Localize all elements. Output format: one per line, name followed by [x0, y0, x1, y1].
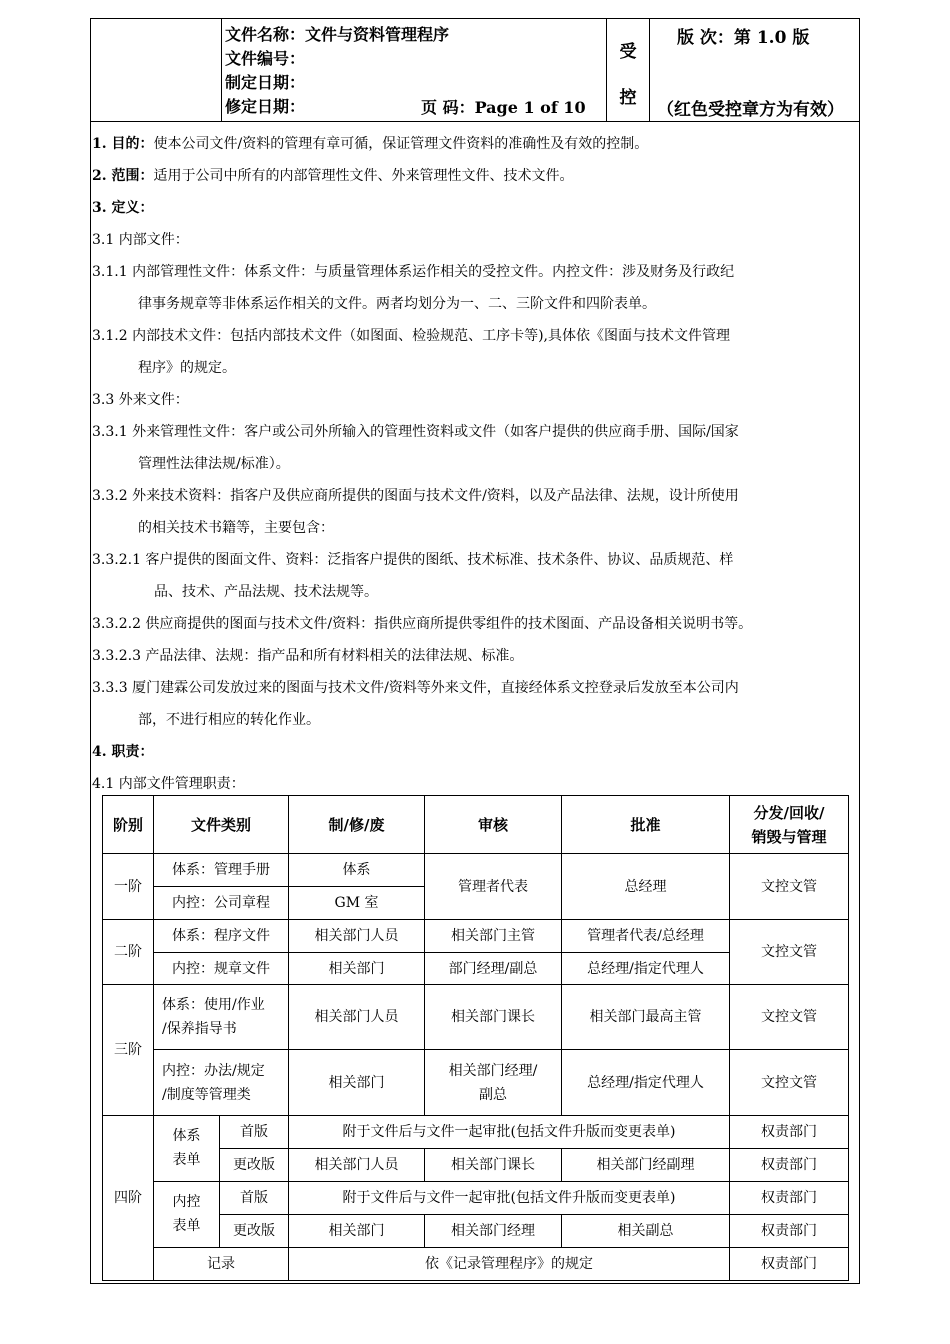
table-cell: 相关部门	[289, 953, 425, 985]
table-cell: 体系	[289, 854, 425, 887]
table-cell: 更改版	[220, 1214, 289, 1247]
definition-item: 程序》的规定。	[138, 360, 236, 376]
validity-note: （红色受控章方为有效）	[657, 100, 844, 120]
table-cell: 附于文件后与文件一起审批(包括文件升版而变更表单)	[289, 1181, 730, 1214]
revised-date: 修定日期：	[225, 97, 306, 116]
section-definitions: 3. 定义：	[92, 200, 154, 216]
definition-item: 3.3.3 厦门建霖公司发放过来的图面与技术文件/资料等外来文件，直接经体系文控登录后发放至本公司内	[92, 680, 739, 696]
level-cell: 四阶	[103, 1115, 154, 1280]
table-row	[103, 854, 849, 887]
header-cell: 制/修/废	[289, 796, 425, 854]
definition-item: 品、技术、产品法规、技术法规等。	[154, 584, 378, 600]
responsibility-item: 4.1 内部文件管理职责：	[92, 776, 245, 792]
table-cell: 文控文管	[730, 1050, 849, 1115]
section-scope: 2. 范围：适用于公司中所有的内部管理性文件、外来管理性文件、技术文件。	[92, 168, 574, 184]
file-name: 文件名称：文件与资料管理程序	[225, 25, 450, 44]
table-cell: 内控：规章文件	[154, 953, 289, 985]
table-cell: 附于文件后与文件一起审批(包括文件升版而变更表单)	[289, 1115, 730, 1148]
table-cell: 体系 表单	[154, 1115, 220, 1181]
definition-item: 3.3.2.3 产品法律、法规：指产品和所有材料相关的法律法规、标准。	[92, 648, 524, 664]
table-cell: 文控文管	[730, 985, 849, 1050]
table-cell: 体系：管理手册	[154, 854, 289, 887]
definition-item: 3.3.2.1 客户提供的图面文件、资料：泛指客户提供的图纸、技术标准、技术条件、协议、品质规范、样	[92, 552, 734, 568]
table-cell: 相关副总	[562, 1214, 730, 1247]
section-purpose: 1. 目的：使本公司文件/资料的管理有章可循，保证管理文件资料的准确性及有效的控制。	[92, 136, 649, 152]
definition-item: 3.1.1 内部管理性文件：体系文件：与质量管理体系运作相关的受控文件。内控文件：涉及财务及行政纪	[92, 264, 735, 280]
definition-item: 3.3.1 外来管理性文件：客户或公司外所输入的管理性资料或文件（如客户提供的供应商手册、国际/国家	[92, 424, 739, 440]
document-header	[90, 18, 860, 122]
table-cell: 相关部门经理/ 副总	[425, 1050, 562, 1115]
table-header-row	[103, 796, 849, 854]
created-date: 制定日期：	[225, 73, 306, 92]
definition-item: 3.3.2 外来技术资料：指客户及供应商所提供的图面与技术文件/资料，以及产品法律、法规，设计所使用	[92, 488, 739, 504]
table-cell: 体系：程序文件	[154, 920, 289, 953]
table-row	[103, 1115, 849, 1148]
table-cell: 权责部门	[730, 1148, 849, 1181]
header-divider	[221, 19, 222, 121]
table-cell: 体系：使用/作业 /保养指导书	[154, 985, 289, 1050]
table-cell: 部门经理/副总	[425, 953, 562, 985]
table-row	[103, 1247, 849, 1280]
table-cell: 内控：办法/规定 /制度等管理类	[154, 1050, 289, 1115]
table-cell: 文控文管	[730, 920, 849, 985]
table-cell: 相关部门	[289, 1050, 425, 1115]
table-cell: 内控 表单	[154, 1181, 220, 1247]
table-cell: 相关部门课长	[425, 985, 562, 1050]
table-cell: 相关部门主管	[425, 920, 562, 953]
definition-item: 管理性法律法规/标准）。	[138, 456, 290, 472]
definition-item: 3.1.2 内部技术文件：包括内部技术文件（如图面、检验规范、工序卡等),具体依《图面与技术文件管理	[92, 328, 730, 344]
header-cell: 分发/回收/ 销毁与管理	[730, 796, 849, 854]
table-cell: 相关部门人员	[289, 985, 425, 1050]
page-number: 页 码：Page 1 of 10	[421, 98, 586, 117]
level-cell: 三阶	[103, 985, 154, 1115]
table-cell: 内控：公司章程	[154, 887, 289, 920]
header-divider	[606, 19, 607, 121]
table-cell: 相关部门经理	[425, 1214, 562, 1247]
table-row	[103, 1050, 849, 1115]
definition-item: 律事务规章等非体系运作相关的文件。两者均划分为一、二、三阶文件和四阶表单。	[138, 296, 656, 312]
definition-item: 3.1 内部文件：	[92, 232, 189, 248]
table-row	[103, 920, 849, 953]
table-cell: 相关部门人员	[289, 1148, 425, 1181]
version: 版 次：第 1.0 版	[677, 28, 810, 48]
table-cell: 权责部门	[730, 1181, 849, 1214]
table-cell: 权责部门	[730, 1115, 849, 1148]
table-cell: GM 室	[289, 887, 425, 920]
table-cell: 记录	[154, 1247, 289, 1280]
table-cell: 总经理/指定代理人	[562, 953, 730, 985]
table-cell: 相关部门经副理	[562, 1148, 730, 1181]
table-cell: 相关部门最高主管	[562, 985, 730, 1050]
header-divider	[649, 19, 650, 121]
table-cell: 更改版	[220, 1148, 289, 1181]
controlled-mark: 受	[619, 42, 637, 62]
header-cell: 文件类别	[154, 796, 289, 854]
table-cell: 总经理	[562, 854, 730, 920]
level-cell: 二阶	[103, 920, 154, 985]
table-cell: 管理者代表/总经理	[562, 920, 730, 953]
table-cell: 首版	[220, 1115, 289, 1148]
table-cell: 依《记录管理程序》的规定	[289, 1247, 730, 1280]
controlled-mark: 控	[619, 88, 637, 108]
table-cell: 相关部门人员	[289, 920, 425, 953]
table-cell: 相关部门课长	[425, 1148, 562, 1181]
table-cell: 文控文管	[730, 854, 849, 920]
table-cell: 管理者代表	[425, 854, 562, 920]
header-cell: 阶别	[103, 796, 154, 854]
definition-item: 的相关技术书籍等，主要包含：	[138, 520, 334, 536]
table-cell: 相关部门	[289, 1214, 425, 1247]
table-row	[103, 1181, 849, 1214]
table-cell: 权责部门	[730, 1247, 849, 1280]
table-cell: 首版	[220, 1181, 289, 1214]
table-cell: 总经理/指定代理人	[562, 1050, 730, 1115]
definition-item: 部，不进行相应的转化作业。	[138, 712, 320, 728]
header-cell: 批准	[562, 796, 730, 854]
table-row	[103, 985, 849, 1050]
header-cell: 审核	[425, 796, 562, 854]
table-cell: 权责部门	[730, 1214, 849, 1247]
definition-item: 3.3.2.2 供应商提供的图面与技术文件/资料：指供应商所提供零组件的技术图面、产品设备相关说明书等。	[92, 616, 753, 632]
file-number: 文件编号：	[225, 49, 306, 68]
section-responsibilities: 4. 职责：	[92, 744, 154, 760]
definition-item: 3.3 外来文件：	[92, 392, 189, 408]
responsibility-table	[102, 795, 849, 1281]
level-cell: 一阶	[103, 854, 154, 920]
